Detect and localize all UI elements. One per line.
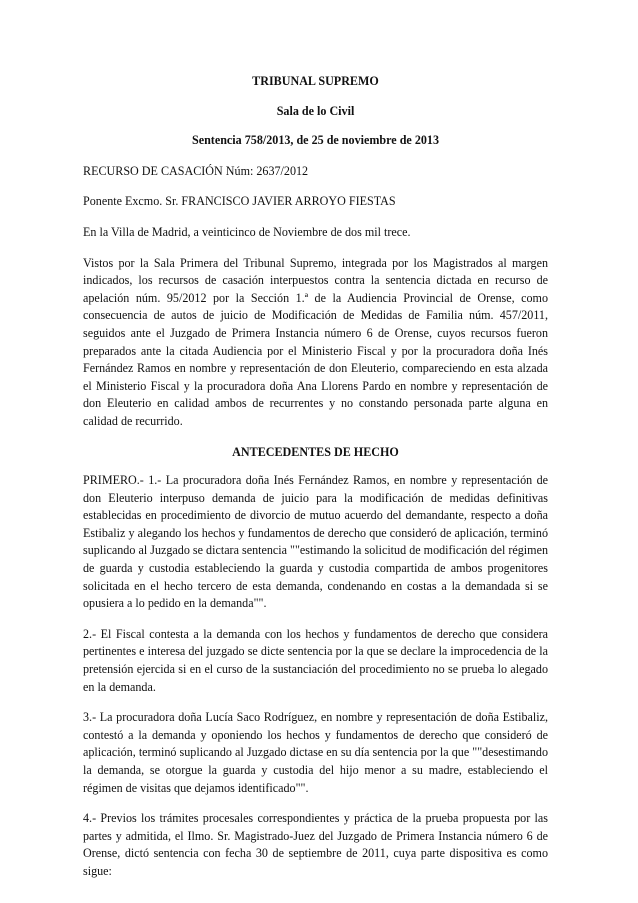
appeal-number: RECURSO DE CASACIÓN Núm: 2637/2012	[83, 163, 309, 178]
paragraph-primero: PRIMERO.- 1.- La procuradora doña Inés Fernández Ramos, en nombre y representación de don Eleuterio interpuso demanda de juicio para la modificación de medidas definitivas establecidas en procedimiento de divorcio de mutuo acuerdo del demandante, respecto a doña Estibaliz y alegando los hechos y fundamentos de derecho que consideró de aplicación, terminó suplicando al Juzgado se dictara sentencia ""estimando la solicitud de modificación del régimen de guarda y custodia estableciendo la guarda y custodia compartida de ambos progenitores solicitada en el hecho tercero de esta demanda, condenando en costas a la demandada si se opusiera a lo pedido en la demanda"".	[83, 473, 548, 611]
paragraph-2: 2.- El Fiscal contesta a la demanda con los hechos y fundamentos de derecho que considera pertinentes e interesa del juzgado se dicte sentencia por la que se declare la improcedencia de la pretensión ejercida si en el curso de la sustanciación del procedimiento no se prueba lo alegado en la demanda.	[83, 626, 548, 694]
paragraph-4: 4.- Previos los trámites procesales correspondientes y práctica de la prueba propuesta por las partes y admitida, el Ilmo. Sr. Magistrado-Juez del Juzgado de Primera Instancia número 6 de Orense, dictó sentencia con fecha 30 de septiembre de 2011, cuya parte dispositiva es como sigue:	[83, 811, 548, 878]
rapporteur: Ponente Excmo. Sr. FRANCISCO JAVIER ARROYO FIESTAS	[83, 194, 396, 209]
section-title: ANTECEDENTES DE HECHO	[232, 444, 399, 459]
place-date: En la Villa de Madrid, a veinticinco de Noviembre de dos mil trece.	[83, 224, 411, 239]
intro-paragraph: Vistos por la Sala Primera del Tribunal Supremo, integrada por los Magistrados al margen indicados, los recursos de casación interpuestos contra la sentencia dictada en recurso de apelación núm. 95/2012 por la Sección 1.ª de la Audiencia Provincial de Orense, como consecuencia de autos de juicio de Modificación de Medidas de Familia núm. 457/2011, seguidos ante el Juzgado de Primera Instancia número 6 de Orense, cuyos recursos fueron preparados ante la citada Audiencia por el Ministerio Fiscal y por la procuradora doña Inés Fernández Ramos en nombre y representación de don Eleuterio, compareciendo en esta alzada el Ministerio Fiscal y la procuradora doña Ana Llorens Pardo en nombre y representación de don Eleuterio en calidad ambos de recurrentes y no constando personada parte alguna en calidad de recurrido.	[83, 255, 548, 428]
chamber-title: Sala de lo Civil	[276, 103, 355, 118]
court-title: TRIBUNAL SUPREMO	[252, 74, 379, 88]
sentence-title: Sentencia 758/2013, de 25 de noviembre de 2013	[191, 133, 440, 148]
document-page	[83, 73, 548, 894]
paragraph-3: 3.- La procuradora doña Lucía Saco Rodríguez, en nombre y representación de doña Estibaliz, contestó a la demanda y oponiendo los hechos y fundamentos de derecho que consideró de aplicación, terminó suplicando al Juzgado dictase en su día sentencia por la que ""desestimando la demanda, se otorgue la guarda y custodia del hijo menor a su madre, estableciendo el régimen de visitas que dejamos identificado"".	[83, 710, 548, 795]
